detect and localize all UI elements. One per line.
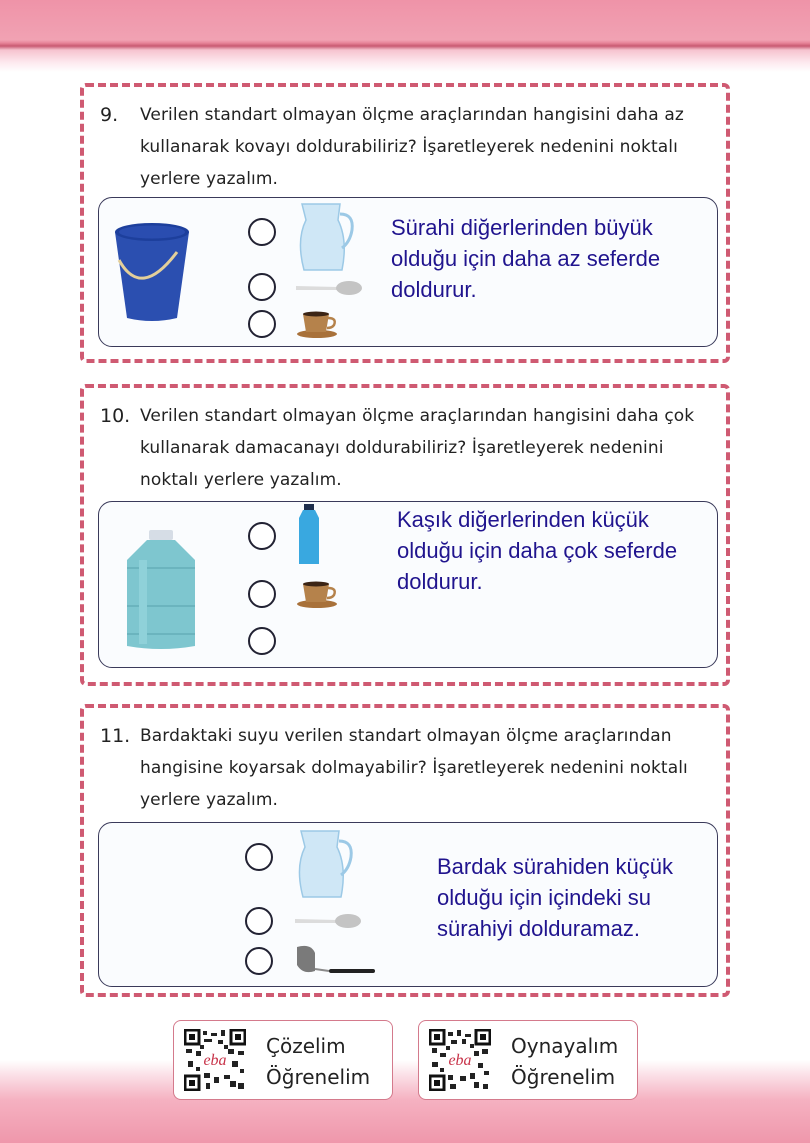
answer-text[interactable]: Sürahi diğerlerinden büyük olduğu için daha az seferde doldurur. [391,215,661,302]
answer-box [98,501,718,668]
option-radio-empty[interactable] [248,627,276,655]
option-radio-pitcher[interactable] [248,218,276,246]
question-card-10 [80,384,730,686]
question-text: Verilen standart olmayan ölçme araçlarından hangisini daha çok kullanarak damacanayı doldurabiliriz? İşaretleyerek nedenini noktalı yerlere yazalım. [140,406,695,490]
option-radio-bottle[interactable] [248,522,276,550]
question-card-11 [80,704,730,997]
question-text: Verilen standart olmayan ölçme araçlarından hangisini daha az kullanarak kovayı doldurabiliriz? İşaretleyerek nedenini noktalı yerlere yazalım. [140,105,684,189]
qr-card-oynayalim[interactable] [418,1020,638,1100]
answer-text[interactable]: Bardak sürahiden küçük olduğu için içindeki su sürahiyi dolduramaz. [437,854,674,941]
coffee-cup-icon [297,310,339,340]
option-radio-spoon[interactable] [245,907,273,935]
option-radio-pitcher[interactable] [245,843,273,871]
svg-text:eba: eba [448,1052,472,1069]
page-footer-band [0,1060,810,1143]
question-text: Bardaktaki suyu verilen standart olmayan ölçme araçlarından hangisine koyarsak dolmayabilir? İşaretleyerek nedenini noktalı yerlere yazalım. [140,726,688,810]
qr-card-label: Çözelim Öğrenelim [266,1034,371,1089]
answer-text[interactable]: Kaşık diğerlerinden küçük olduğu için daha çok seferde doldurur. [397,507,678,594]
ladle-icon [293,943,377,977]
qr-code-icon [429,1029,491,1091]
question-header [100,99,710,195]
option-radio-ladle[interactable] [245,947,273,975]
answer-box [98,197,718,347]
qr-card-label: Oynayalım Öğrenelim [511,1034,619,1089]
question-header [100,720,710,816]
coffee-cup-icon [297,580,339,610]
option-radio-cup[interactable] [248,310,276,338]
pitcher-icon [296,200,356,274]
qr-code-icon [184,1029,246,1091]
question-number: 11. [100,725,131,747]
question-card-9 [80,83,730,363]
page-header-band [0,0,810,72]
question-number: 10. [100,405,131,427]
spoon-icon [293,911,363,931]
option-radio-spoon[interactable] [248,273,276,301]
water-jug-icon [123,530,199,650]
bucket-icon [111,220,193,322]
pitcher-icon [295,827,355,901]
option-radio-cup[interactable] [248,580,276,608]
qr-card-cozelim[interactable] [173,1020,393,1100]
answer-box [98,822,718,987]
svg-text:eba: eba [203,1052,227,1069]
question-header [100,400,710,496]
spoon-icon [294,278,364,298]
water-bottle-icon [297,504,321,566]
question-number: 9. [100,104,119,126]
